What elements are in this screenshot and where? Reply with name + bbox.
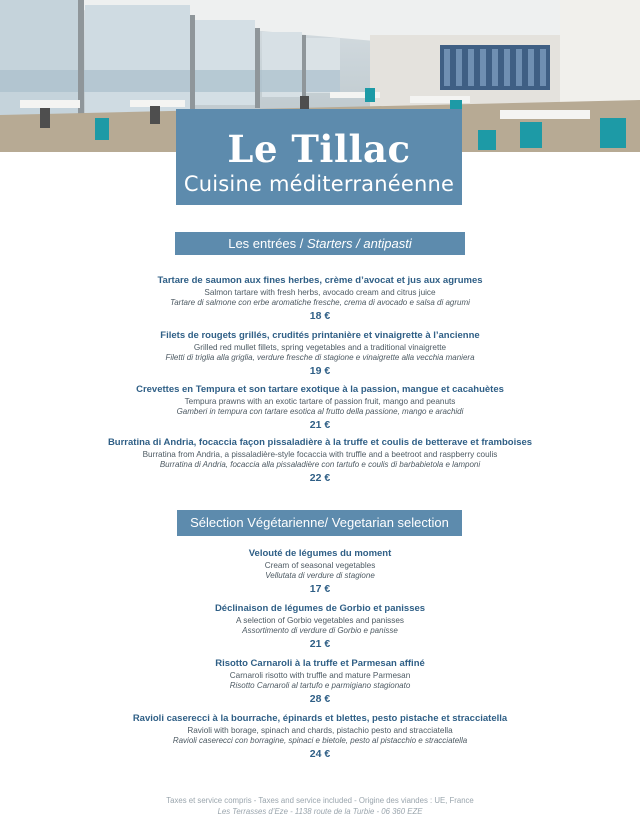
section-header-starters xyxy=(175,232,465,255)
dish-italian: Assortimento di verdure di Gorbio e panisse xyxy=(242,626,398,635)
dish-price: 24 € xyxy=(309,748,331,760)
dish-italian: Tartare di salmone con erbe aromatiche fresche, crema di avocado e salsa di agrumi xyxy=(170,298,470,307)
dish-price: 19 € xyxy=(309,365,331,377)
menu-footer xyxy=(0,795,640,817)
dish-english: Grilled red mullet fillets, spring vegetables and a traditional vinaigrette xyxy=(193,343,447,352)
section-title: Sélection Végétarienne/ Vegetarian selection xyxy=(190,515,449,530)
menu-item xyxy=(0,384,640,433)
dish-name: Risotto Carnaroli à la truffe et Parmesan affiné xyxy=(215,658,425,669)
dish-italian: Ravioli caserecci con borragine, spinaci e bietole, pesto al pistacchio e stracciatella xyxy=(172,736,468,745)
cuisine-subtitle: Cuisine méditerranéenne xyxy=(183,172,455,196)
dish-price: 21 € xyxy=(309,419,331,431)
dish-english: Ravioli with borage, spinach and chards, pistachio pesto and stracciatella xyxy=(187,726,453,735)
dish-italian: Gamberi in tempura con tartare esotica al frutto della passione, mango e arachidi xyxy=(176,407,464,416)
dish-english: Burratina from Andria, a pissaladière-style focaccia with truffle and a beetroot and raspberry coulis xyxy=(142,450,498,459)
section-title: Les entrées / xyxy=(228,236,307,251)
dish-name: Velouté de légumes du moment xyxy=(248,548,392,559)
dish-english: A selection of Gorbio vegetables and panisses xyxy=(236,616,404,625)
menu-item xyxy=(0,275,640,324)
dish-name: Crevettes en Tempura et son tartare exotique à la passion, mangue et cacahuètes xyxy=(136,384,504,395)
dish-english: Salmon tartare with fresh herbs, avocado cream and citrus juice xyxy=(204,288,436,297)
restaurant-name: Le Tillac xyxy=(227,127,411,171)
dish-price: 18 € xyxy=(309,310,331,322)
dish-italian: Burratina di Andria, focaccia alla pissaladière con tartufo e coulis di barbabietola e lamponi xyxy=(159,460,481,469)
menu-item xyxy=(0,330,640,379)
dish-price: 28 € xyxy=(309,693,331,705)
menu-item xyxy=(0,713,640,762)
dish-english: Tempura prawns with an exotic tartare of passion fruit, mango and peanuts xyxy=(184,397,456,406)
dish-name: Burratina di Andria, focaccia façon pissaladière à la truffe et coulis de betterave et framboises xyxy=(107,437,533,448)
menu-item xyxy=(0,437,640,486)
dish-name: Déclinaison de légumes de Gorbio et panisses xyxy=(214,603,426,614)
section-title-alt: Starters / antipasti xyxy=(307,236,412,251)
dish-name: Tartare de saumon aux fines herbes, crème d’avocat et jus aux agrumes xyxy=(157,275,483,286)
dish-italian: Filetti di triglia alla griglia, verdure fresche di stagione e vinaigrette alla vecchia maniera xyxy=(165,353,475,362)
dish-name: Filets de rougets grillés, crudités printanière et vinaigrette à l’ancienne xyxy=(160,330,480,341)
dish-name: Ravioli caserecci à la bourrache, épinards et blettes, pesto pistache et stracciatella xyxy=(132,713,508,724)
footer-taxes-note: Taxes et service compris - Taxes and service included - Origine des viandes : UE, France xyxy=(166,796,474,805)
dish-price: 22 € xyxy=(309,472,331,484)
dish-price: 17 € xyxy=(309,583,331,595)
menu-item xyxy=(0,658,640,707)
dish-english: Cream of seasonal vegetables xyxy=(264,561,376,570)
dish-english: Carnaroli risotto with truffle and mature Parmesan xyxy=(229,671,411,680)
menu-item xyxy=(0,548,640,597)
footer-address: Les Terrasses d’Eze - 1138 route de la Turbie - 06 360 EZE xyxy=(217,807,423,816)
dish-italian: Risotto Carnaroli al tartufo e parmigiano stagionato xyxy=(229,681,411,690)
dish-price: 21 € xyxy=(309,638,331,650)
restaurant-title-box xyxy=(176,109,462,205)
section-header-vegetarian xyxy=(177,510,462,536)
menu-item xyxy=(0,603,640,652)
dish-italian: Vellutata di verdure di stagione xyxy=(265,571,375,580)
